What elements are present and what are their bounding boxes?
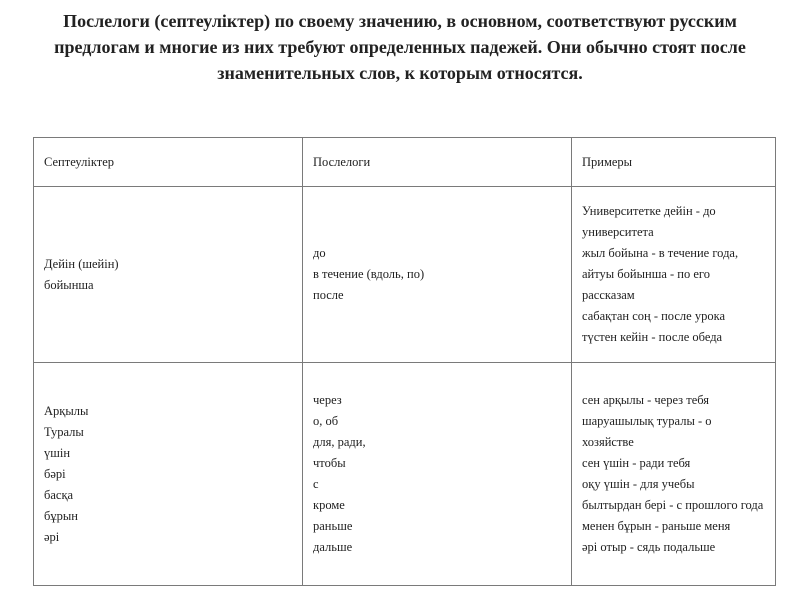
list-item: чтобы — [313, 456, 346, 470]
table-row — [34, 363, 776, 586]
cell-septeu — [34, 363, 303, 586]
list-item: менен бұрын - раньше меня — [582, 519, 731, 533]
table-header-row — [34, 138, 776, 187]
list-item: для, ради, — [313, 435, 366, 449]
cell-poslelogi — [303, 363, 572, 586]
list-item: кроме — [313, 498, 345, 512]
table-row — [34, 187, 776, 363]
list-item: үшін — [44, 445, 71, 460]
list-item: в течение (вдоль, по) — [313, 267, 425, 281]
list-item: раньше — [313, 519, 353, 533]
list-item: сен үшін - ради тебя — [582, 456, 691, 470]
list-item: бәрі — [44, 466, 66, 481]
list-item: сен арқылы - через тебя — [582, 393, 710, 407]
cell-primery — [572, 363, 776, 586]
list-item: о, об — [313, 414, 339, 428]
list-item: Дейін (шейін) — [44, 256, 119, 271]
list-item: бойынша — [44, 277, 94, 292]
list-item: сабақтан соң - после урока — [582, 309, 725, 323]
list-item: жыл бойына - в течение года, — [582, 246, 739, 260]
list-item: әрі — [44, 529, 60, 544]
cell-primery — [572, 187, 776, 363]
cell-poslelogi — [303, 187, 572, 363]
slide-title: Послелоги (септеуліктер) по своему значению, в основном, соответствуют русским предлогам и многие из них требуют определенных падежей. Они обычно стоят после знаменительных слов, к которым относятся. — [54, 11, 746, 83]
list-item: шаруашылық туралы - о хозяйстве — [582, 414, 712, 449]
list-item: бұрын — [44, 508, 78, 523]
list-item: түстен кейін - после обеда — [582, 330, 723, 344]
list-item: Университетке дейін - до университета — [582, 204, 716, 239]
list-item: былтырдан бері - с прошлого года — [582, 498, 764, 512]
list-item: до — [313, 246, 326, 260]
cell-septeu — [34, 187, 303, 363]
list-item: дальше — [313, 540, 353, 554]
list-item: Арқылы — [44, 403, 89, 418]
list-item: Туралы — [44, 424, 84, 439]
list-item: әрі отыр - сядь подальше — [582, 540, 716, 554]
header-poslelogi: Послелоги — [303, 138, 572, 187]
list-item: через — [313, 393, 342, 407]
postpositions-table — [33, 137, 776, 586]
list-item: оқу үшін - для учебы — [582, 477, 695, 491]
list-item: басқа — [44, 487, 74, 502]
list-item: айтуы бойынша - по его рассказам — [582, 267, 710, 302]
list-item: после — [313, 288, 344, 302]
header-primery: Примеры — [572, 138, 776, 187]
header-septeu: Септеуліктер — [34, 138, 303, 187]
list-item: с — [313, 477, 319, 491]
